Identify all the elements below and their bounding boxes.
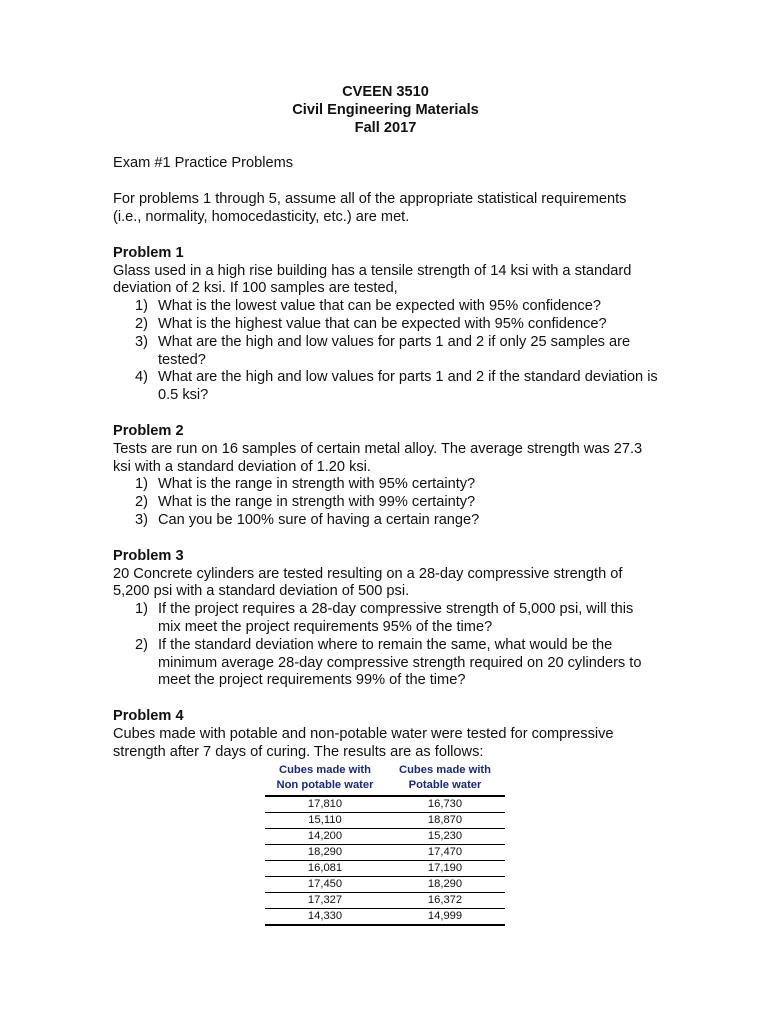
question-item: 2) What is the highest value that can be expected with 95% confidence? <box>135 315 607 332</box>
question-list <box>113 298 658 405</box>
question-item: 1) What is the range in strength with 95% certainty? <box>135 476 476 493</box>
table-row <box>265 796 505 813</box>
table-cell: 14,330 <box>265 908 385 925</box>
problem-text: Glass used in a high rise building has a tensile strength of 14 ksi with a standard deviation of 2 ksi. If 100 samples are tested, <box>113 262 632 297</box>
document-header <box>113 84 658 137</box>
table-cell: 14,200 <box>265 828 385 844</box>
table-cell: 17,450 <box>265 876 385 892</box>
question-item: 3) Can you be 100% sure of having a certain range? <box>135 511 480 528</box>
table-header-row <box>265 762 505 796</box>
table-cell: 15,230 <box>385 828 505 844</box>
course-term: Fall 2017 <box>354 119 417 136</box>
table-row <box>265 892 505 908</box>
table-row <box>265 844 505 860</box>
document-page <box>113 84 658 926</box>
table-row <box>265 828 505 844</box>
problem-title: Problem 2 <box>113 422 184 439</box>
column-header-non-potable: Cubes made with Non potable water <box>265 762 385 796</box>
question-list <box>113 601 658 690</box>
problem-text: 20 Concrete cylinders are tested resulting on a 28-day compressive strength of 5,200 psi with a standard deviation of 500 psi. <box>113 565 623 600</box>
problem-1 <box>113 245 658 405</box>
problem-text: Tests are run on 16 samples of certain metal alloy. The average strength was 27.3 ksi with a standard deviation of 1.20 ksi. <box>113 440 643 475</box>
problem-3 <box>113 548 658 690</box>
question-item: 4) What are the high and low values for parts 1 and 2 if the standard deviation is 0.5 ksi? <box>135 369 658 404</box>
table-row <box>265 876 505 892</box>
column-header-potable: Cubes made with Potable water <box>385 762 505 796</box>
table-row <box>265 812 505 828</box>
table-cell: 18,290 <box>385 876 505 892</box>
table-row <box>265 860 505 876</box>
problem-title: Problem 3 <box>113 547 184 564</box>
results-table <box>265 762 505 926</box>
question-item: 1) If the project requires a 28-day compressive strength of 5,000 psi, will this mix meet the project requirements 95% of the time? <box>135 601 634 635</box>
course-title: Civil Engineering Materials <box>292 101 479 118</box>
course-code: CVEEN 3510 <box>342 84 429 100</box>
question-item: 2) What is the range in strength with 99% certainty? <box>135 494 476 511</box>
question-item: 2) If the standard deviation where to remain the same, what would be the minimum average 28-day compressive strength required on 20 cylinders to meet the project requirements 99% of the time? <box>135 636 642 689</box>
table-cell: 16,372 <box>385 892 505 908</box>
table-cell: 18,870 <box>385 812 505 828</box>
table-cell: 16,730 <box>385 796 505 813</box>
question-item: 1) What is the lowest value that can be expected with 95% confidence? <box>135 298 601 315</box>
table-cell: 15,110 <box>265 812 385 828</box>
question-list <box>113 476 658 529</box>
problem-title: Problem 1 <box>113 244 184 261</box>
table-cell: 17,810 <box>265 796 385 813</box>
problem-title: Problem 4 <box>113 708 184 725</box>
table-cell: 16,081 <box>265 860 385 876</box>
problem-4 <box>113 708 658 761</box>
table-row <box>265 908 505 925</box>
table-cell: 14,999 <box>385 908 505 925</box>
problem-2 <box>113 423 658 530</box>
table-cell: 18,290 <box>265 844 385 860</box>
problem-text: Cubes made with potable and non-potable water were tested for compressive strength after 7 days of curing. The results are as follows: <box>113 725 614 760</box>
page-subtitle: Exam #1 Practice Problems <box>113 155 294 172</box>
table-cell: 17,327 <box>265 892 385 908</box>
question-item: 3) What are the high and low values for parts 1 and 2 if only 25 samples are tested? <box>135 333 631 368</box>
table-cell: 17,190 <box>385 860 505 876</box>
intro-paragraph: For problems 1 through 5, assume all of the appropriate statistical requirements (i.e., normality, homocedasticity, etc.) are met. <box>113 191 627 225</box>
table-cell: 17,470 <box>385 844 505 860</box>
